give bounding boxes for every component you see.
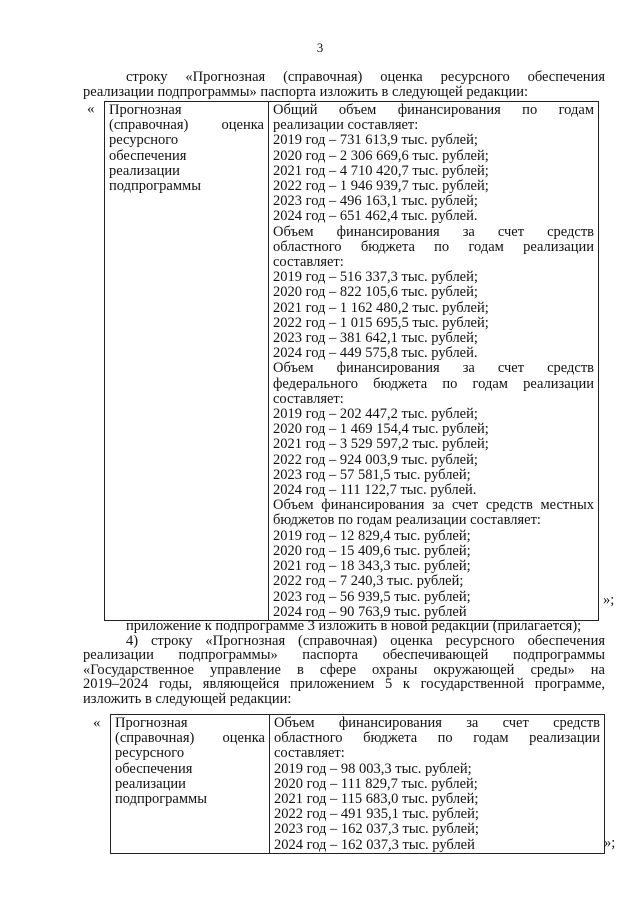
value-line: 2020 год – 111 829,7 тыс. рублей; [274,775,478,792]
value-line: 2019 год – 12 829,4 тыс. рублей; [273,527,471,544]
open-quote: « [93,715,101,731]
value-line: Общий объем финансирования по годам [273,102,594,118]
intro-line: строку «Прогнозная (справочная) оценка ресурсного обеспечения [126,69,605,85]
table-value-cell [270,715,605,854]
value-line: 2022 год – 1 015 695,5 тыс. рублей; [273,314,489,331]
value-line: областного бюджета по годам реализации [273,238,594,255]
label-word: оценка [221,117,264,134]
value-line: Объем финансирования за счет средств [274,715,600,731]
label-line: ресурсного [109,132,179,149]
value-line: 2022 год – 491 935,1 тыс. рублей; [274,806,479,823]
label-line: реализации [115,775,186,792]
value-line: 2019 год – 516 337,3 тыс. рублей; [273,269,478,286]
value-line: 2023 год – 496 163,1 тыс. рублей; [273,193,478,210]
value-line: 2023 год – 162 037,3 тыс. рублей; [274,821,479,838]
label-word: (справочная) [109,117,189,134]
value-line: 2021 год – 18 343,3 тыс. рублей; [273,558,471,575]
label-line: подпрограммы [115,791,207,808]
page-number: 3 [316,40,324,55]
label-word: (справочная) [115,730,195,747]
intro-paragraph [83,70,605,99]
value-line: 2021 год – 115 683,0 тыс. рублей; [274,791,479,808]
table-label-cell [111,715,270,854]
value-line: 2024 год – 90 763,9 тыс. рублей [273,603,467,620]
value-line: 2019 год – 98 003,3 тыс. рублей; [274,760,472,777]
value-line: 2020 год – 15 409,6 тыс. рублей; [273,542,471,559]
mid-paragraph [83,619,605,706]
value-line: областного бюджета по годам реализации [274,730,600,747]
value-line: 2021 год – 1 162 480,2 тыс. рублей; [273,299,489,316]
close-quote: »; [604,835,616,851]
value-line: 2022 год – 7 240,3 тыс. рублей; [273,573,464,590]
value-line: 2019 год – 202 447,2 тыс. рублей; [273,406,478,423]
value-line: 2024 год – 651 462,4 тыс. рублей. [273,208,478,225]
value-line: федерального бюджета по годам реализации [273,375,594,392]
value-line: 2023 год – 381 642,1 тыс. рублей; [273,330,478,347]
value-line: Объем финансирования за счет средств местных [273,497,594,514]
label-line: реализации [109,162,180,179]
label-line: обеспечения [109,147,187,164]
value-line: 2023 год – 56 939,5 тыс. рублей; [273,588,471,605]
label-line [109,118,264,133]
mid-line: «Государственное управление в сфере охраны окружающей среды» на [83,661,605,678]
value-line: 2020 год – 822 105,6 тыс. рублей; [273,284,478,301]
value-line: 2019 год – 731 613,9 тыс. рублей; [273,132,478,149]
value-line: 2020 год – 1 469 154,4 тыс. рублей; [273,421,489,438]
value-line: 2024 год – 449 575,8 тыс. рублей. [273,345,478,362]
label-line [115,731,265,746]
label-line: подпрограммы [109,178,201,195]
value-line: составляет: [274,745,345,762]
value-line: реализации составляет: [273,117,419,134]
mid-line: изложить в следующей редакции: [83,690,292,707]
value-line: 2022 год – 924 003,9 тыс. рублей; [273,451,478,468]
mid-line: приложение к подпрограмме 3 изложить в новой редакции (прилагается); [126,618,582,634]
value-line: 2020 год – 2 306 669,6 тыс. рублей; [273,147,489,164]
label-line: Прогнозная [109,102,182,118]
value-line: 2024 год – 111 122,7 тыс. рублей. [273,482,477,499]
table-label-cell [105,102,269,621]
value-line: составляет: [273,390,344,407]
label-word: оценка [222,730,265,747]
value-line: составляет: [273,254,344,271]
table-value-cell [269,102,599,621]
close-quote: »; [603,592,615,608]
mid-line: 2019–2024 годы, являющейся приложением 5 к государственной программе, [83,676,605,692]
value-line: 2024 год – 162 037,3 тыс. рублей [274,836,475,853]
value-line: бюджетов по годам реализации составляет: [273,512,541,529]
value-line: 2021 год – 3 529 597,2 тыс. рублей; [273,436,489,453]
intro-line: реализации подпрограммы» паспорта изложить в следующей редакции: [83,83,529,100]
label-line: ресурсного [115,745,185,762]
value-line: 2022 год – 1 946 939,7 тыс. рублей; [273,178,489,195]
value-line: 2021 год – 4 710 420,7 тыс. рублей; [273,162,489,179]
mid-line: 4) строку «Прогнозная (справочная) оценка ресурсного обеспечения [126,632,605,649]
mid-line: реализации подпрограммы» паспорта обеспечивающей подпрограммы [83,647,605,663]
open-quote: « [87,101,95,117]
value-line: Объем финансирования за счет средств [273,223,594,240]
resource-table-1 [104,101,599,621]
label-line: обеспечения [115,760,193,777]
value-line: 2023 год – 57 581,5 тыс. рублей; [273,466,471,483]
resource-table-2 [110,714,605,854]
value-line: Объем финансирования за счет средств [273,360,594,377]
label-line: Прогнозная [115,715,188,731]
